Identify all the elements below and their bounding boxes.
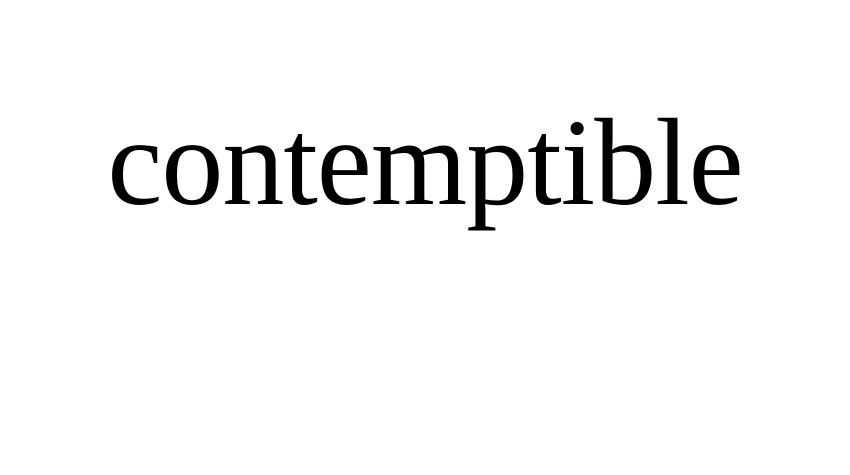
- display-word: contemptible: [107, 94, 743, 231]
